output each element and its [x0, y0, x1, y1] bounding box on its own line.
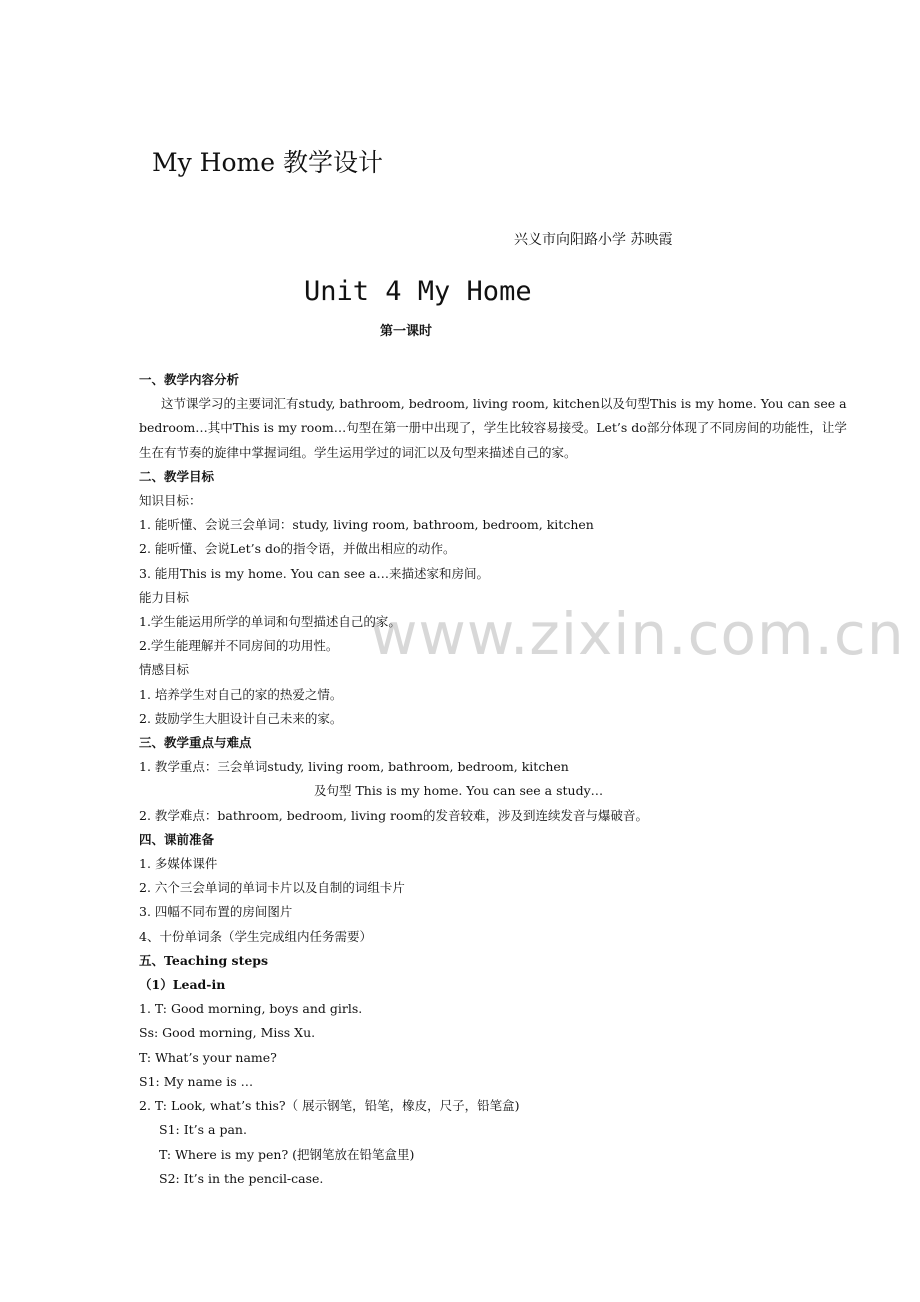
document-title: My Home 教学设计: [152, 148, 383, 177]
step-heading: （1）Lead-in: [139, 977, 226, 993]
list-item: 1. 培养学生对自己的家的热爱之情。: [139, 686, 343, 702]
list-item: 2. 能听懂、会说Let’s do的指令语，并做出相应的动作。: [139, 541, 456, 557]
list-item: 3. 能用This is my home. You can see a…来描述家和房间。: [139, 565, 490, 581]
list-item: 3. 四幅不同布置的房间图片: [139, 904, 293, 920]
subheading: 能力目标: [139, 589, 190, 605]
section-heading: 三、教学重点与难点: [139, 735, 252, 751]
dialogue-line: S1: It’s a pan.: [159, 1122, 247, 1138]
dialogue-line: T: What’s your name?: [139, 1049, 277, 1065]
list-item: 2. 鼓励学生大胆设计自己未来的家。: [139, 710, 343, 726]
dialogue-line: 2. T: Look, what’s this?（ 展示钢笔，铅笔，橡皮，尺子，铅笔盒): [139, 1098, 520, 1114]
section-heading: 一、教学内容分析: [139, 372, 240, 387]
lesson-label: 第一课时: [380, 324, 433, 339]
list-item: 2. 六个三会单词的单词卡片以及自制的词组卡片: [139, 880, 405, 896]
list-item: 1. 多媒体课件: [139, 856, 218, 872]
dialogue-line: Ss: Good morning, Miss Xu.: [139, 1025, 316, 1041]
section-heading: 二、教学目标: [139, 468, 215, 484]
watermark: www.zixin.com.cn: [370, 600, 905, 668]
list-item: 2.学生能理解并不同房间的功用性。: [139, 638, 339, 654]
list-item: 1. 能听懂、会说三会单词：study, living room, bathroom, bedroom, kitchen: [139, 517, 594, 533]
list-item: 1. 教学重点：三会单词study, living room, bathroom, bedroom, kitchen: [139, 759, 569, 775]
dialogue-line: S1: My name is …: [139, 1073, 254, 1089]
author-line: 兴义市向阳路小学 苏映霞: [514, 232, 673, 248]
subheading: 知识目标：: [139, 493, 202, 509]
dialogue-line: T: Where is my pen? (把钢笔放在铅笔盒里): [159, 1146, 415, 1162]
section-heading: 五、Teaching steps: [139, 952, 269, 968]
list-item: 4、十份单词条（学生完成组内任务需要）: [139, 928, 372, 944]
section-heading: 四、课前准备: [139, 831, 215, 847]
list-item-continuation: 及句型 This is my home. You can see a study…: [314, 783, 604, 799]
list-item: 1.学生能运用所学的单词和句型描述自己的家。: [139, 614, 401, 630]
paragraph: 这节课学习的主要词汇有study, bathroom, bedroom, living room, kitchen以及句型This is my home. You can see a bedroom…其中This is my room…句型在第一册中出现了，学生比较容易接受。Let’s do部分体现了不同房间的功能性，让学生在有节奏的旋律中掌握词组。学生运用学过的词汇以及句型来描述自己的家。: [139, 396, 847, 460]
dialogue-line: S2: It’s in the pencil-case.: [159, 1170, 324, 1186]
unit-title: Unit 4 My Home: [304, 276, 532, 307]
list-item: 2. 教学难点：bathroom, bedroom, living room的发音较难，涉及到连续发音与爆破音。: [139, 807, 648, 823]
subheading: 情感目标: [139, 662, 190, 678]
document-body: [139, 368, 855, 1191]
dialogue-line: 1. T: Good morning, boys and girls.: [139, 1001, 363, 1017]
